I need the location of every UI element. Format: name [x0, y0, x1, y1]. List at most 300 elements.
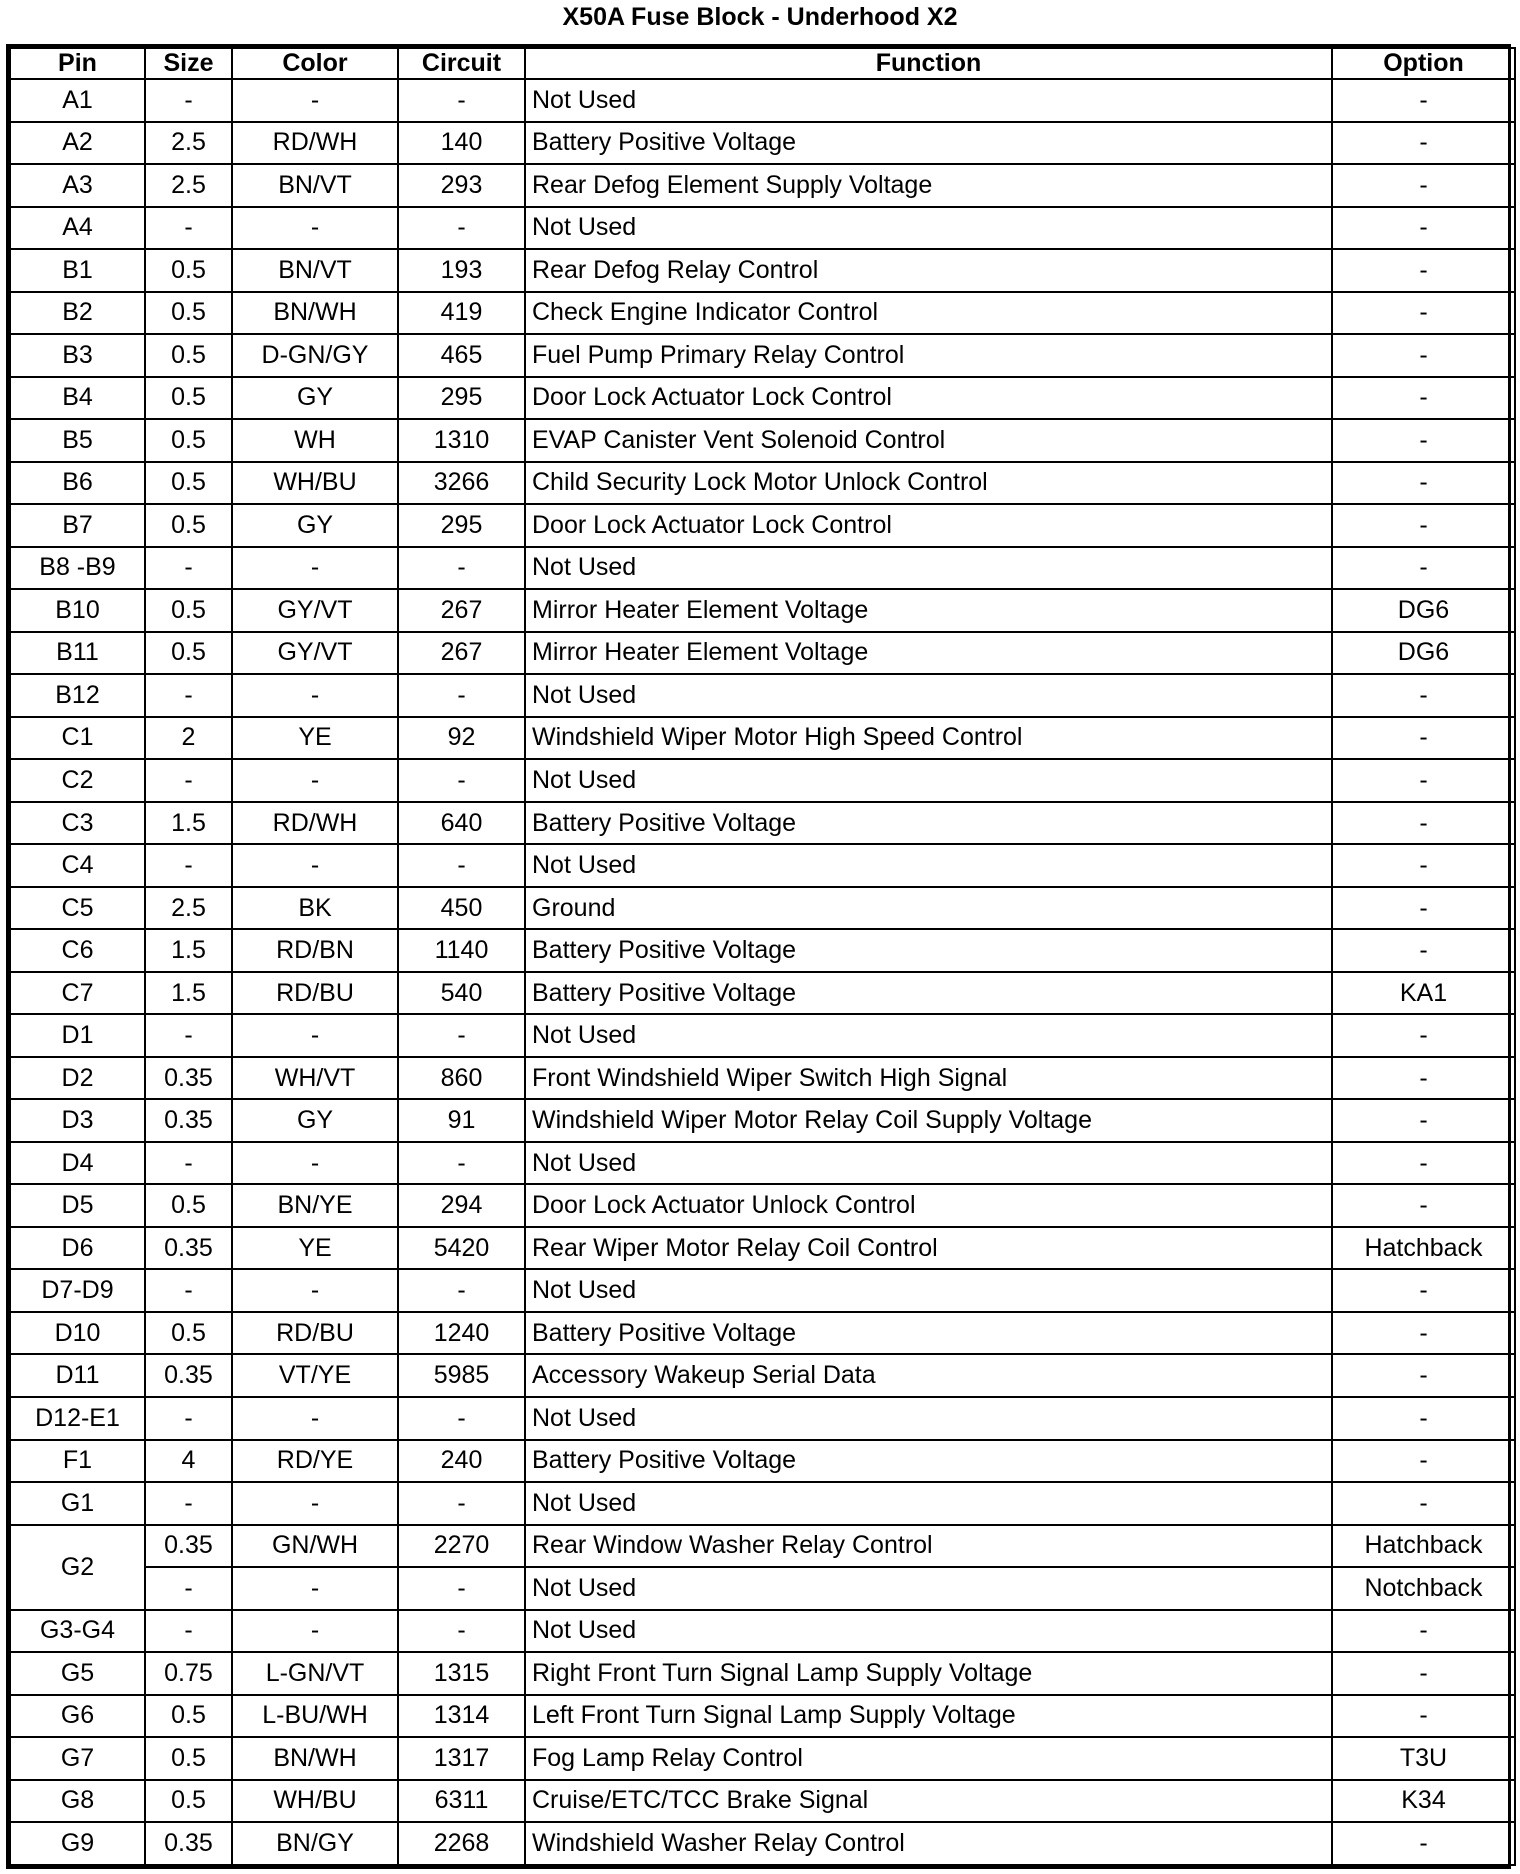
cell-pin: B11	[10, 632, 145, 675]
table-row	[10, 462, 1515, 505]
cell-pin: B3	[10, 334, 145, 377]
cell-size: 0.5	[145, 419, 232, 462]
pinout-table	[9, 47, 1516, 1866]
cell-pin: D3	[10, 1099, 145, 1142]
cell-circuit: 6311	[398, 1780, 525, 1823]
cell-color: WH	[232, 419, 398, 462]
cell-function: Right Front Turn Signal Lamp Supply Voltage	[525, 1652, 1332, 1695]
cell-circuit: 5420	[398, 1227, 525, 1270]
table-row	[10, 674, 1515, 717]
cell-circuit: -	[398, 547, 525, 590]
cell-color: BN/VT	[232, 164, 398, 207]
cell-size: 1.5	[145, 802, 232, 845]
cell-circuit: -	[398, 1397, 525, 1440]
cell-option: -	[1332, 1057, 1515, 1100]
cell-color: BN/YE	[232, 1184, 398, 1227]
table-row	[10, 334, 1515, 377]
cell-pin: F1	[10, 1440, 145, 1483]
cell-pin: G1	[10, 1482, 145, 1525]
cell-option: -	[1332, 547, 1515, 590]
cell-pin: D1	[10, 1014, 145, 1057]
cell-color: YE	[232, 717, 398, 760]
cell-pin: B6	[10, 462, 145, 505]
cell-color: RD/BU	[232, 972, 398, 1015]
cell-pin: G5	[10, 1652, 145, 1695]
cell-color: BN/VT	[232, 249, 398, 292]
header-circuit: Circuit	[398, 48, 525, 79]
cell-function: Battery Positive Voltage	[525, 122, 1332, 165]
cell-size: 4	[145, 1440, 232, 1483]
cell-option: Notchback	[1332, 1567, 1515, 1610]
cell-option: -	[1332, 1184, 1515, 1227]
cell-size: 0.5	[145, 1780, 232, 1823]
table-row	[10, 1397, 1515, 1440]
cell-pin: D12-E1	[10, 1397, 145, 1440]
cell-function: Not Used	[525, 674, 1332, 717]
table-row	[10, 632, 1515, 675]
cell-size: 0.5	[145, 1737, 232, 1780]
cell-function: Battery Positive Voltage	[525, 1312, 1332, 1355]
cell-function: Not Used	[525, 207, 1332, 250]
cell-function: Windshield Washer Relay Control	[525, 1822, 1332, 1865]
table-row	[10, 972, 1515, 1015]
cell-color: RD/BN	[232, 929, 398, 972]
cell-pin: C6	[10, 929, 145, 972]
cell-color: BN/WH	[232, 1737, 398, 1780]
cell-circuit: 419	[398, 292, 525, 335]
table-row	[10, 79, 1515, 122]
cell-pin: B2	[10, 292, 145, 335]
cell-circuit: 92	[398, 717, 525, 760]
cell-pin: A2	[10, 122, 145, 165]
cell-circuit: 293	[398, 164, 525, 207]
cell-color: -	[232, 1142, 398, 1185]
cell-option: -	[1332, 207, 1515, 250]
cell-pin: G8	[10, 1780, 145, 1823]
header-option: Option	[1332, 48, 1515, 79]
cell-circuit: 465	[398, 334, 525, 377]
cell-pin: G6	[10, 1695, 145, 1738]
cell-color: D-GN/GY	[232, 334, 398, 377]
cell-color: RD/BU	[232, 1312, 398, 1355]
cell-size: 0.35	[145, 1227, 232, 1270]
table-row	[10, 1652, 1515, 1695]
cell-size: 0.5	[145, 292, 232, 335]
cell-circuit: 5985	[398, 1354, 525, 1397]
cell-function: Front Windshield Wiper Switch High Signal	[525, 1057, 1332, 1100]
cell-circuit: 2268	[398, 1822, 525, 1865]
cell-function: Door Lock Actuator Unlock Control	[525, 1184, 1332, 1227]
cell-pin: C1	[10, 717, 145, 760]
cell-size: 2.5	[145, 887, 232, 930]
cell-circuit: 1310	[398, 419, 525, 462]
cell-circuit: -	[398, 674, 525, 717]
cell-circuit: -	[398, 1142, 525, 1185]
table-row	[10, 1354, 1515, 1397]
table-row	[10, 1737, 1515, 1780]
cell-option: -	[1332, 929, 1515, 972]
cell-color: -	[232, 1610, 398, 1653]
cell-option: -	[1332, 1099, 1515, 1142]
table-row	[10, 887, 1515, 930]
cell-function: Not Used	[525, 1014, 1332, 1057]
cell-size: -	[145, 1142, 232, 1185]
header-size: Size	[145, 48, 232, 79]
cell-function: Rear Wiper Motor Relay Coil Control	[525, 1227, 1332, 1270]
table-row	[10, 419, 1515, 462]
cell-pin: D2	[10, 1057, 145, 1100]
cell-color: -	[232, 1567, 398, 1610]
cell-color: -	[232, 207, 398, 250]
cell-color: GN/WH	[232, 1525, 398, 1568]
cell-circuit: 1314	[398, 1695, 525, 1738]
table-row	[10, 292, 1515, 335]
cell-size: 0.5	[145, 1695, 232, 1738]
cell-option: T3U	[1332, 1737, 1515, 1780]
table-row	[10, 1227, 1515, 1270]
cell-option: -	[1332, 1652, 1515, 1695]
cell-color: -	[232, 844, 398, 887]
cell-size: 0.5	[145, 377, 232, 420]
cell-function: Not Used	[525, 1397, 1332, 1440]
cell-color: YE	[232, 1227, 398, 1270]
cell-option: -	[1332, 462, 1515, 505]
cell-pin: D6	[10, 1227, 145, 1270]
cell-pin: B5	[10, 419, 145, 462]
cell-pin: A4	[10, 207, 145, 250]
cell-option: -	[1332, 1482, 1515, 1525]
cell-pin: C5	[10, 887, 145, 930]
cell-pin: A3	[10, 164, 145, 207]
cell-size: -	[145, 1397, 232, 1440]
cell-function: Accessory Wakeup Serial Data	[525, 1354, 1332, 1397]
table-row	[10, 1142, 1515, 1185]
cell-pin: B8 -B9	[10, 547, 145, 590]
table-row	[10, 1482, 1515, 1525]
cell-color: GY	[232, 504, 398, 547]
cell-function: Battery Positive Voltage	[525, 972, 1332, 1015]
cell-function: Cruise/ETC/TCC Brake Signal	[525, 1780, 1332, 1823]
cell-option: -	[1332, 504, 1515, 547]
table-row	[10, 1610, 1515, 1653]
cell-pin: D4	[10, 1142, 145, 1185]
cell-option: -	[1332, 249, 1515, 292]
cell-circuit: 294	[398, 1184, 525, 1227]
cell-function: Not Used	[525, 79, 1332, 122]
table-row	[10, 1269, 1515, 1312]
cell-function: Battery Positive Voltage	[525, 1440, 1332, 1483]
header-function: Function	[525, 48, 1332, 79]
document-title: X50A Fuse Block - Underhood X2	[562, 3, 958, 31]
cell-option: -	[1332, 844, 1515, 887]
table-row	[10, 1184, 1515, 1227]
header-pin: Pin	[10, 48, 145, 79]
cell-circuit: 295	[398, 377, 525, 420]
cell-pin: G3-G4	[10, 1610, 145, 1653]
cell-function: Left Front Turn Signal Lamp Supply Voltage	[525, 1695, 1332, 1738]
cell-size: 2.5	[145, 164, 232, 207]
cell-size: 0.5	[145, 504, 232, 547]
cell-function: Door Lock Actuator Lock Control	[525, 504, 1332, 547]
cell-function: Windshield Wiper Motor High Speed Control	[525, 717, 1332, 760]
cell-function: Battery Positive Voltage	[525, 929, 1332, 972]
cell-size: -	[145, 1014, 232, 1057]
cell-circuit: 1317	[398, 1737, 525, 1780]
cell-function: Mirror Heater Element Voltage	[525, 632, 1332, 675]
cell-option: -	[1332, 292, 1515, 335]
cell-pin: B7	[10, 504, 145, 547]
cell-size: 0.35	[145, 1525, 232, 1568]
cell-color: GY	[232, 1099, 398, 1142]
cell-option: -	[1332, 1695, 1515, 1738]
cell-function: Fuel Pump Primary Relay Control	[525, 334, 1332, 377]
cell-circuit: 91	[398, 1099, 525, 1142]
cell-color: -	[232, 1482, 398, 1525]
table-row	[10, 844, 1515, 887]
cell-option: -	[1332, 674, 1515, 717]
cell-circuit: -	[398, 844, 525, 887]
cell-circuit: -	[398, 1014, 525, 1057]
cell-circuit: -	[398, 1482, 525, 1525]
cell-function: Rear Defog Relay Control	[525, 249, 1332, 292]
table-row	[10, 1014, 1515, 1057]
cell-option: -	[1332, 1269, 1515, 1312]
cell-option: Hatchback	[1332, 1227, 1515, 1270]
table-row	[10, 1525, 1515, 1568]
cell-option: -	[1332, 1014, 1515, 1057]
cell-circuit: -	[398, 1567, 525, 1610]
cell-option: -	[1332, 334, 1515, 377]
cell-option: -	[1332, 759, 1515, 802]
cell-function: Not Used	[525, 1610, 1332, 1653]
cell-circuit: 540	[398, 972, 525, 1015]
cell-pin: B1	[10, 249, 145, 292]
cell-circuit: 1140	[398, 929, 525, 972]
cell-color: -	[232, 79, 398, 122]
table-row	[10, 1822, 1515, 1865]
cell-size: -	[145, 547, 232, 590]
cell-circuit: 240	[398, 1440, 525, 1483]
cell-color: BN/GY	[232, 1822, 398, 1865]
table-row	[10, 717, 1515, 760]
cell-circuit: -	[398, 1269, 525, 1312]
table-row	[10, 122, 1515, 165]
cell-function: Mirror Heater Element Voltage	[525, 589, 1332, 632]
cell-color: L-GN/VT	[232, 1652, 398, 1695]
cell-pin: C7	[10, 972, 145, 1015]
cell-color: -	[232, 547, 398, 590]
header-color: Color	[232, 48, 398, 79]
cell-size: -	[145, 207, 232, 250]
cell-size: 0.35	[145, 1057, 232, 1100]
cell-pin: A1	[10, 79, 145, 122]
cell-option: -	[1332, 79, 1515, 122]
cell-circuit: 267	[398, 589, 525, 632]
cell-function: Not Used	[525, 844, 1332, 887]
table-row	[10, 759, 1515, 802]
cell-size: 0.35	[145, 1099, 232, 1142]
cell-pin: D5	[10, 1184, 145, 1227]
cell-size: 0.5	[145, 1184, 232, 1227]
cell-size: -	[145, 759, 232, 802]
table-row	[10, 249, 1515, 292]
cell-function: Not Used	[525, 1142, 1332, 1185]
cell-size: -	[145, 844, 232, 887]
cell-size: 0.35	[145, 1822, 232, 1865]
cell-option: KA1	[1332, 972, 1515, 1015]
cell-size: -	[145, 1567, 232, 1610]
cell-size: -	[145, 674, 232, 717]
cell-option: -	[1332, 377, 1515, 420]
cell-color: WH/BU	[232, 462, 398, 505]
cell-function: Battery Positive Voltage	[525, 802, 1332, 845]
cell-size: 2	[145, 717, 232, 760]
cell-size: 2.5	[145, 122, 232, 165]
cell-size: 1.5	[145, 929, 232, 972]
cell-option: -	[1332, 802, 1515, 845]
cell-size: 0.5	[145, 249, 232, 292]
cell-function: Child Security Lock Motor Unlock Control	[525, 462, 1332, 505]
cell-function: Not Used	[525, 1482, 1332, 1525]
cell-size: -	[145, 79, 232, 122]
cell-option: -	[1332, 1354, 1515, 1397]
table-row	[10, 504, 1515, 547]
cell-pin: D7-D9	[10, 1269, 145, 1312]
cell-option: -	[1332, 887, 1515, 930]
cell-color: -	[232, 1014, 398, 1057]
cell-color: -	[232, 1269, 398, 1312]
cell-pin: B12	[10, 674, 145, 717]
cell-function: Not Used	[525, 1567, 1332, 1610]
cell-size: 0.5	[145, 632, 232, 675]
cell-color: -	[232, 759, 398, 802]
cell-color: GY/VT	[232, 632, 398, 675]
cell-color: L-BU/WH	[232, 1695, 398, 1738]
cell-function: Check Engine Indicator Control	[525, 292, 1332, 335]
cell-pin: G2	[10, 1525, 145, 1610]
cell-color: WH/VT	[232, 1057, 398, 1100]
cell-size: -	[145, 1482, 232, 1525]
cell-circuit: -	[398, 1610, 525, 1653]
cell-pin: D10	[10, 1312, 145, 1355]
cell-pin: D11	[10, 1354, 145, 1397]
cell-circuit: 2270	[398, 1525, 525, 1568]
table-row	[10, 929, 1515, 972]
cell-option: -	[1332, 1142, 1515, 1185]
table-row	[10, 1057, 1515, 1100]
cell-color: RD/WH	[232, 122, 398, 165]
cell-function: Rear Window Washer Relay Control	[525, 1525, 1332, 1568]
cell-size: 0.35	[145, 1354, 232, 1397]
cell-color: VT/YE	[232, 1354, 398, 1397]
cell-option: -	[1332, 1610, 1515, 1653]
cell-color: -	[232, 674, 398, 717]
cell-size: 0.5	[145, 462, 232, 505]
cell-circuit: 450	[398, 887, 525, 930]
cell-function: Ground	[525, 887, 1332, 930]
table-row	[10, 1695, 1515, 1738]
cell-color: RD/WH	[232, 802, 398, 845]
cell-option: Hatchback	[1332, 1525, 1515, 1568]
cell-circuit: 1315	[398, 1652, 525, 1695]
cell-circuit: 1240	[398, 1312, 525, 1355]
cell-circuit: 860	[398, 1057, 525, 1100]
cell-pin: B4	[10, 377, 145, 420]
table-row	[10, 802, 1515, 845]
cell-size: 0.5	[145, 334, 232, 377]
cell-size: -	[145, 1269, 232, 1312]
cell-function: Rear Defog Element Supply Voltage	[525, 164, 1332, 207]
table-body	[10, 79, 1515, 1865]
cell-color: WH/BU	[232, 1780, 398, 1823]
cell-option: -	[1332, 1397, 1515, 1440]
cell-option: -	[1332, 122, 1515, 165]
cell-option: -	[1332, 164, 1515, 207]
cell-pin: B10	[10, 589, 145, 632]
table-row	[10, 1099, 1515, 1142]
cell-function: Not Used	[525, 1269, 1332, 1312]
table-row	[10, 164, 1515, 207]
cell-option: -	[1332, 1822, 1515, 1865]
table-row	[10, 377, 1515, 420]
cell-color: BN/WH	[232, 292, 398, 335]
cell-function: Windshield Wiper Motor Relay Coil Supply Voltage	[525, 1099, 1332, 1142]
cell-circuit: 295	[398, 504, 525, 547]
table-row	[10, 589, 1515, 632]
cell-circuit: 267	[398, 632, 525, 675]
cell-size: 1.5	[145, 972, 232, 1015]
cell-option: DG6	[1332, 632, 1515, 675]
cell-option: K34	[1332, 1780, 1515, 1823]
table-row	[10, 1567, 1515, 1610]
cell-circuit: 640	[398, 802, 525, 845]
table-row	[10, 207, 1515, 250]
cell-option: -	[1332, 1312, 1515, 1355]
cell-function: Not Used	[525, 759, 1332, 802]
cell-size: -	[145, 1610, 232, 1653]
cell-color: GY/VT	[232, 589, 398, 632]
pinout-table-container	[6, 44, 1511, 1869]
cell-option: -	[1332, 717, 1515, 760]
cell-circuit: -	[398, 207, 525, 250]
cell-function: Fog Lamp Relay Control	[525, 1737, 1332, 1780]
cell-function: Not Used	[525, 547, 1332, 590]
cell-color: -	[232, 1397, 398, 1440]
table-row	[10, 1312, 1515, 1355]
cell-size: 0.5	[145, 1312, 232, 1355]
cell-circuit: -	[398, 759, 525, 802]
cell-pin: G7	[10, 1737, 145, 1780]
table-row	[10, 1780, 1515, 1823]
cell-circuit: 3266	[398, 462, 525, 505]
table-row	[10, 547, 1515, 590]
cell-color: BK	[232, 887, 398, 930]
cell-function: Door Lock Actuator Lock Control	[525, 377, 1332, 420]
cell-circuit: 140	[398, 122, 525, 165]
cell-pin: C3	[10, 802, 145, 845]
table-row	[10, 1440, 1515, 1483]
cell-option: DG6	[1332, 589, 1515, 632]
cell-pin: G9	[10, 1822, 145, 1865]
cell-option: -	[1332, 419, 1515, 462]
cell-size: 0.5	[145, 589, 232, 632]
cell-pin: C4	[10, 844, 145, 887]
cell-circuit: -	[398, 79, 525, 122]
cell-color: GY	[232, 377, 398, 420]
cell-pin: C2	[10, 759, 145, 802]
cell-color: RD/YE	[232, 1440, 398, 1483]
cell-circuit: 193	[398, 249, 525, 292]
